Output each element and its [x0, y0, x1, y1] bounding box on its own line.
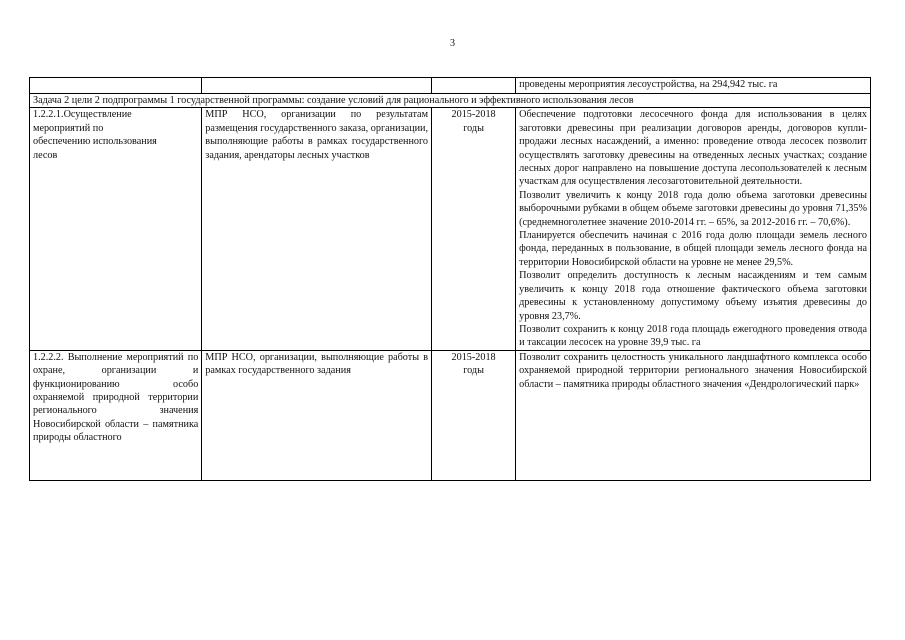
- result-paragraph: Позволит увеличить к концу 2018 года долю объема заготовки древесины выборочными рубками в общем объеме заготовки древесины до уровня 71,35% (среднемноголетнее значение 2010-2014 гг. – 65%, за 2012-2016 гг. – 70,6%).: [519, 189, 867, 228]
- measure-name: 1.2.2.1.Осуществление мероприятий по обеспечению использования лесов: [30, 108, 202, 350]
- table-row-1222: [30, 350, 871, 480]
- period: 2015-2018 годы: [432, 350, 516, 480]
- program-table: [29, 77, 871, 481]
- result-paragraph: Планируется обеспечить начиная с 2016 года долю площади земель лесного фонда, переданных в пользование, в общей площади земель лесного фонда на территории Новосибирской области на уровне не менее 29,5%.: [519, 230, 867, 268]
- task-header: Задача 2 цели 2 подпрограммы 1 государственной программы: создание условий для рационального и эффективного использования лесов: [30, 94, 871, 108]
- result-paragraph: Обеспечение подготовки лесосечного фонда для использования в целях заготовки древесины при реализации договоров аренды, договоров купли-продажи лесных насаждений, а именно: проведение отвода лесосек позволит осуществлять заготовку древесины на отведенных лесных участках; создание лесных дорог направлено на повышение доступа лесопользователей к лесным участкам для осуществления лесозаготовительной деятельности.: [519, 109, 867, 188]
- continuation-cell-1: [30, 78, 202, 94]
- continuation-cell-2: [202, 78, 432, 94]
- result-paragraph: Позволит сохранить к концу 2018 года площадь ежегодного проведения отвода и таксации лесосек на уровне 39,9 тыс. га: [519, 323, 867, 349]
- continuation-row: [30, 78, 871, 94]
- page-number: 3: [450, 38, 455, 49]
- continuation-cell-4: проведены мероприятия лесоустройства, на 294,942 тыс. га: [516, 78, 871, 94]
- result-paragraph: Позволит определить доступность к лесным насаждениям и тем самым увеличить к концу 2018 года отношение фактического объема заготовки древесины к установленному допустимому объему изъятия древесины до уровня 23,7%.: [519, 270, 867, 322]
- expected-results: [516, 108, 871, 350]
- table-row-1221: [30, 108, 871, 350]
- expected-results: Позволит сохранить целостность уникального ландшафтного комплекса особо охраняемой природной территории регионального значения Новосибирской области – памятника природы областного значения «Дендрологический парк»: [516, 350, 871, 480]
- period: 2015-2018 годы: [432, 108, 516, 350]
- task-header-row: [30, 94, 871, 108]
- measure-name: 1.2.2.2. Выполнение мероприятий по охране, организации и функционированию особо охраняемой природной территории регионального значения Новосибирской области – памятника природы областного: [30, 350, 202, 480]
- executors: МПР НСО, организации, выполняющие работы в рамках государственного задания: [202, 350, 432, 480]
- executors: МПР НСО, организации по результатам размещения государственного заказа, организации, выполняющие работы в рамках государственного задания, арендаторы лесных участков: [202, 108, 432, 350]
- continuation-cell-3: [432, 78, 516, 94]
